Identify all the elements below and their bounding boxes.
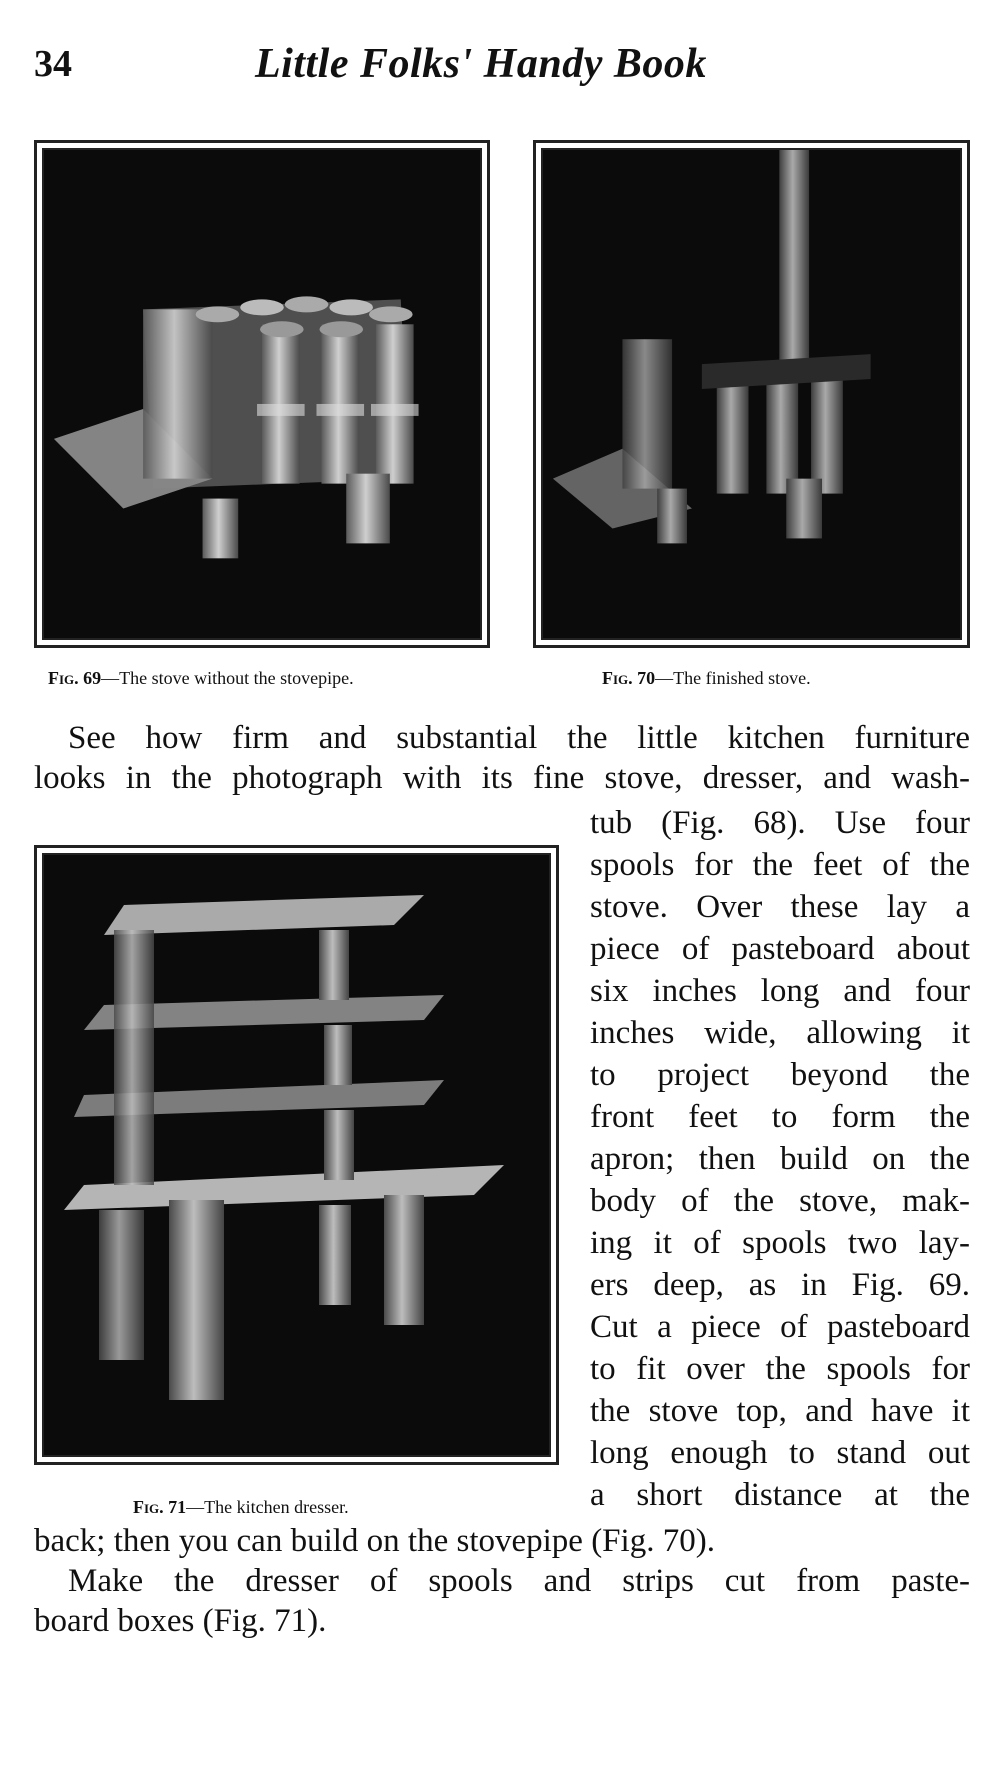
body-line: a short distance at the xyxy=(590,1477,970,1513)
body-line: the stove top, and have it xyxy=(590,1393,970,1429)
body-line: stove. Over these lay a xyxy=(590,889,970,925)
body-line: board boxes (Fig. 71). xyxy=(34,1603,327,1639)
finished-stove-illustration xyxy=(543,150,960,638)
body-line: to project beyond the xyxy=(590,1057,970,1093)
body-line: Make the dresser of spools and strips cut from paste- xyxy=(68,1563,970,1599)
figure-69-label: Fig. 69 xyxy=(48,668,102,688)
body-line: Cut a piece of pasteboard xyxy=(590,1309,970,1345)
body-line: body of the stove, mak- xyxy=(590,1183,970,1219)
body-line: looks in the photograph with its fine stove, dresser, and wash- xyxy=(34,760,970,796)
running-title: Little Folks' Handy Book xyxy=(255,41,707,87)
figure-71-text: —The kitchen dresser. xyxy=(186,1497,349,1517)
figure-71-caption xyxy=(133,1497,349,1518)
body-line: inches wide, allowing it xyxy=(590,1015,970,1051)
body-line: back; then you can build on the stovepipe (Fig. 70). xyxy=(34,1523,715,1559)
body-line: ing it of spools two lay- xyxy=(590,1225,970,1261)
body-line: tub (Fig. 68). Use four xyxy=(590,805,970,841)
body-line: long enough to stand out xyxy=(590,1435,970,1471)
body-line: piece of pasteboard about xyxy=(590,931,970,967)
body-line: to fit over the spools for xyxy=(590,1351,970,1387)
figure-70-photo xyxy=(533,140,970,648)
figure-69-photo xyxy=(34,140,490,648)
body-line: apron; then build on the xyxy=(590,1141,970,1177)
body-line: six inches long and four xyxy=(590,973,970,1009)
stove-photo-illustration xyxy=(44,150,480,638)
body-line: front feet to form the xyxy=(590,1099,970,1135)
figure-69-caption xyxy=(48,668,354,689)
kitchen-dresser-illustration xyxy=(44,855,549,1455)
body-line: See how firm and substantial the little kitchen furniture xyxy=(68,720,970,756)
figure-70-label: Fig. 70 xyxy=(602,668,656,688)
figure-69-text: —The stove without the stovepipe. xyxy=(101,668,354,688)
body-line: ers deep, as in Fig. 69. xyxy=(590,1267,970,1303)
figure-70-text: —The finished stove. xyxy=(655,668,811,688)
page-number: 34 xyxy=(34,43,72,85)
body-line: spools for the feet of the xyxy=(590,847,970,883)
figure-70-caption xyxy=(602,668,811,689)
figure-71-photo xyxy=(34,845,559,1465)
figure-71-label: Fig. 71 xyxy=(133,1497,187,1517)
